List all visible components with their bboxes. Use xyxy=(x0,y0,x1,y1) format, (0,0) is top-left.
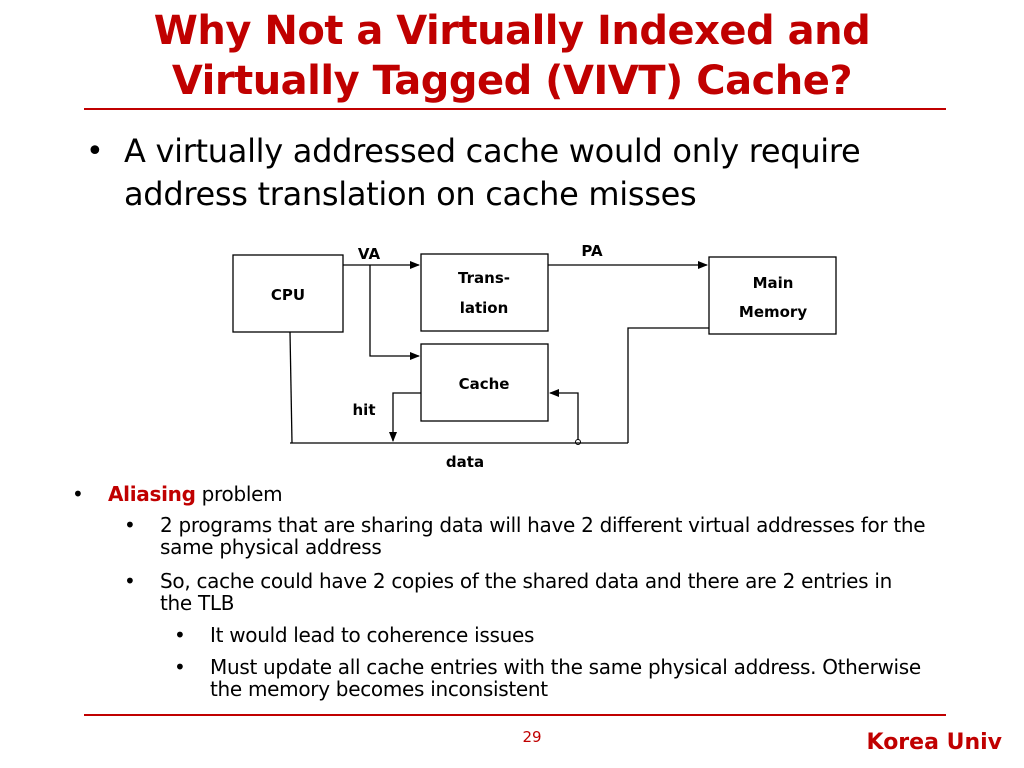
subsub-bullet-1-text: It would lead to coherence issues xyxy=(210,623,535,647)
bullet-icon: • xyxy=(72,482,84,506)
hit-arrow xyxy=(393,393,421,441)
bullet-icon: • xyxy=(86,134,104,169)
footer-divider xyxy=(84,714,946,716)
main-memory-label-1: Main xyxy=(752,274,794,292)
translation-box xyxy=(421,254,548,331)
aliasing-rest: problem xyxy=(195,482,283,506)
bullet-icon: • xyxy=(124,569,136,593)
aliasing-keyword: Aliasing xyxy=(108,482,196,506)
cache-label: Cache xyxy=(458,375,510,393)
title-line-1: Why Not a Virtually Indexed and xyxy=(153,8,871,54)
footer-brand: Korea Univ xyxy=(866,730,1002,755)
va-label: VA xyxy=(357,245,381,263)
bullet-icon: • xyxy=(174,655,186,679)
hit-label: hit xyxy=(352,401,376,419)
cpu-label: CPU xyxy=(270,286,306,304)
pa-label: PA xyxy=(581,242,603,260)
title-line-2: Virtually Tagged (VIVT) Cache? xyxy=(171,58,853,104)
data-label: data xyxy=(445,453,485,471)
main-bullet-text: A virtually addressed cache would only require address translation on cache misses xyxy=(124,132,861,213)
subsub-bullet-2-text: Must update all cache entries with the same physical address. Otherwise the memory becomes inconsistent xyxy=(210,655,921,701)
main-memory-label-2: Memory xyxy=(738,303,808,321)
translation-label-1: Trans- xyxy=(458,269,510,287)
junction-dot xyxy=(576,440,581,445)
main-memory-box xyxy=(709,257,836,334)
bullet-icon: • xyxy=(174,623,186,647)
cpu-data-line xyxy=(290,332,292,443)
cache-fill-arrow xyxy=(550,393,578,441)
translation-label-2: lation xyxy=(459,299,509,317)
sub-bullet-1-text: 2 programs that are sharing data will have 2 different virtual addresses for the same physical address xyxy=(160,513,926,559)
bullet-icon: • xyxy=(124,513,136,537)
memory-data-line xyxy=(628,328,709,443)
va-to-cache-arrow xyxy=(370,265,419,356)
sub-bullet-2-text: So, cache could have 2 copies of the shared data and there are 2 entries in the TLB xyxy=(160,569,892,615)
page-number: 29 xyxy=(522,728,542,746)
